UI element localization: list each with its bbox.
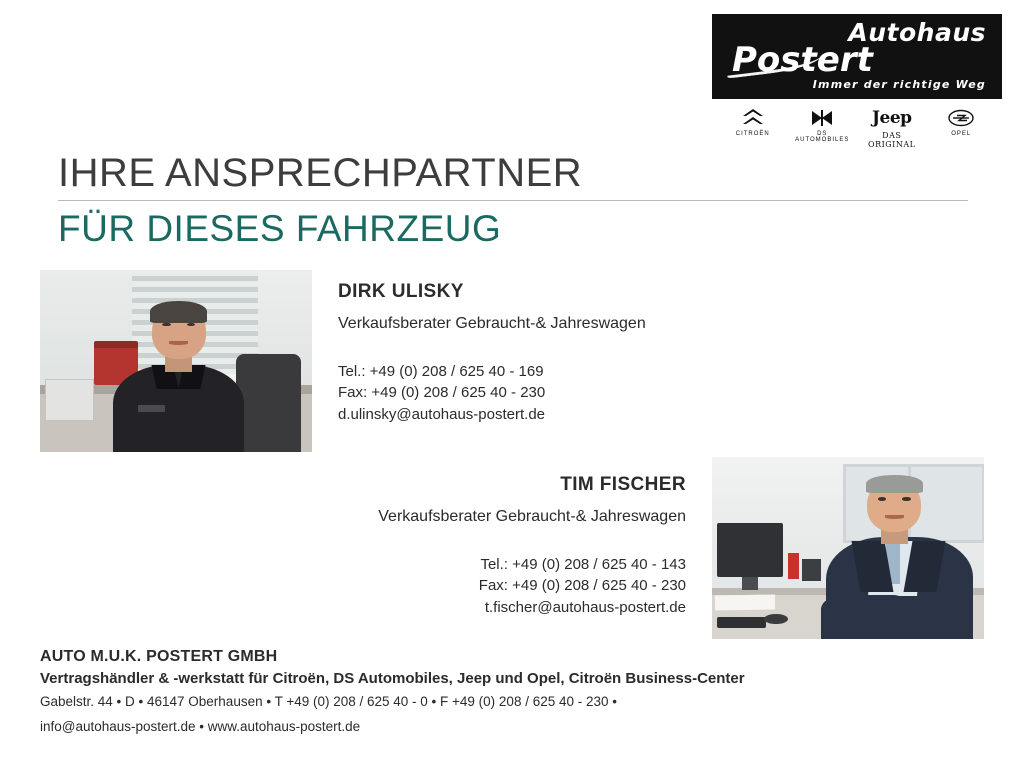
- photo-person-eye-left: [878, 497, 886, 501]
- citroen-caption: CITROËN: [735, 131, 770, 137]
- photo-bg-monitor-stand: [742, 577, 758, 590]
- photo-person-eye-right: [902, 497, 910, 501]
- photo-bg-office-chair: [236, 354, 301, 452]
- photo-person-torso: [113, 365, 244, 452]
- contact-name: DIRK ULISKY: [338, 281, 464, 302]
- opel-blitz-icon: [928, 107, 994, 129]
- logo-brand-top: Autohaus: [848, 18, 986, 47]
- contact-email[interactable]: d.ulinsky@autohaus-postert.de: [338, 405, 546, 423]
- contact-details-dirk-ulisky: [338, 281, 646, 425]
- jeep-sub: DAS ORIGINAL: [868, 131, 916, 149]
- contact-phone: Tel.: +49 (0) 208 / 625 40 - 143: [480, 556, 686, 573]
- photo-person-arm: [821, 595, 903, 639]
- logo-slogan: Immer der richtige Weg: [812, 78, 986, 91]
- contact-phone: Tel.: +49 (0) 208 / 625 40 - 169: [338, 363, 544, 380]
- jeep-wordmark-icon: [859, 107, 925, 129]
- contact-photo-dirk-ulisky: [40, 270, 312, 452]
- contact-name: TIM FISCHER: [560, 474, 686, 495]
- page-title-block: [58, 152, 968, 251]
- ds-caption: DS AUTOMOBILES: [795, 131, 850, 143]
- jeep-word: Jeep: [871, 107, 912, 128]
- ds-automobiles-logo: [789, 107, 855, 143]
- citroen-chevrons-icon: [720, 107, 786, 129]
- photo-bg-keyboard: [717, 617, 766, 628]
- logo-bar: [712, 14, 1002, 99]
- photo-bg-papers: [715, 595, 775, 611]
- photo-person-mouth: [169, 341, 188, 345]
- footer-address-line-1: Gabelstr. 44 • D • 46147 Oberhausen • T +49 (0) 208 / 625 40 - 0 • F +49 (0) 208 / 625 40 - 230 •: [40, 694, 617, 709]
- photo-bg-printer: [45, 379, 93, 421]
- footer-company-name: AUTO M.U.K. POSTERT GMBH: [40, 648, 278, 665]
- photo-person-name-badge: [138, 405, 165, 412]
- marque-logo-row: [712, 107, 1002, 149]
- company-logo-block: [712, 14, 1002, 149]
- contact-role: Verkaufsberater Gebraucht-& Jahreswagen: [338, 315, 646, 332]
- contact-fax: Fax: +49 (0) 208 / 625 40 - 230: [478, 577, 686, 595]
- footer-block: [40, 648, 990, 738]
- footer-address-line-2[interactable]: info@autohaus-postert.de • www.autohaus-postert.de: [40, 719, 361, 735]
- photo-bg-red-item: [788, 553, 799, 578]
- page-title: IHRE ANSPRECHPARTNER: [58, 152, 968, 201]
- page-subtitle: FÜR DIESES FAHRZEUG: [58, 208, 502, 249]
- photo-bg-pen-cup: [802, 559, 821, 581]
- photo-person-mouth: [885, 515, 904, 519]
- photo-person-hair: [866, 475, 923, 493]
- photo-person-hair: [150, 301, 207, 323]
- photo-bg-monitor: [717, 523, 782, 578]
- contact-details-tim-fischer: [378, 474, 686, 618]
- jeep-logo: [859, 107, 925, 149]
- opel-caption: OPEL: [951, 131, 972, 137]
- contact-email[interactable]: t.fischer@autohaus-postert.de: [484, 598, 686, 616]
- contact-photo-tim-fischer: [712, 457, 984, 639]
- contact-role: Verkaufsberater Gebraucht-& Jahreswagen: [378, 508, 686, 525]
- citroen-logo: [720, 107, 786, 137]
- logo-brand-bottom: Postert: [732, 40, 873, 80]
- ds-emblem-icon: [789, 107, 855, 129]
- footer-dealer-line: Vertragshändler & -werkstatt für Citroën, DS Automobiles, Jeep und Opel, Citroën Business-Center: [40, 670, 745, 687]
- contact-fax: Fax: +49 (0) 208 / 625 40 - 230: [338, 384, 546, 402]
- opel-logo: [928, 107, 994, 137]
